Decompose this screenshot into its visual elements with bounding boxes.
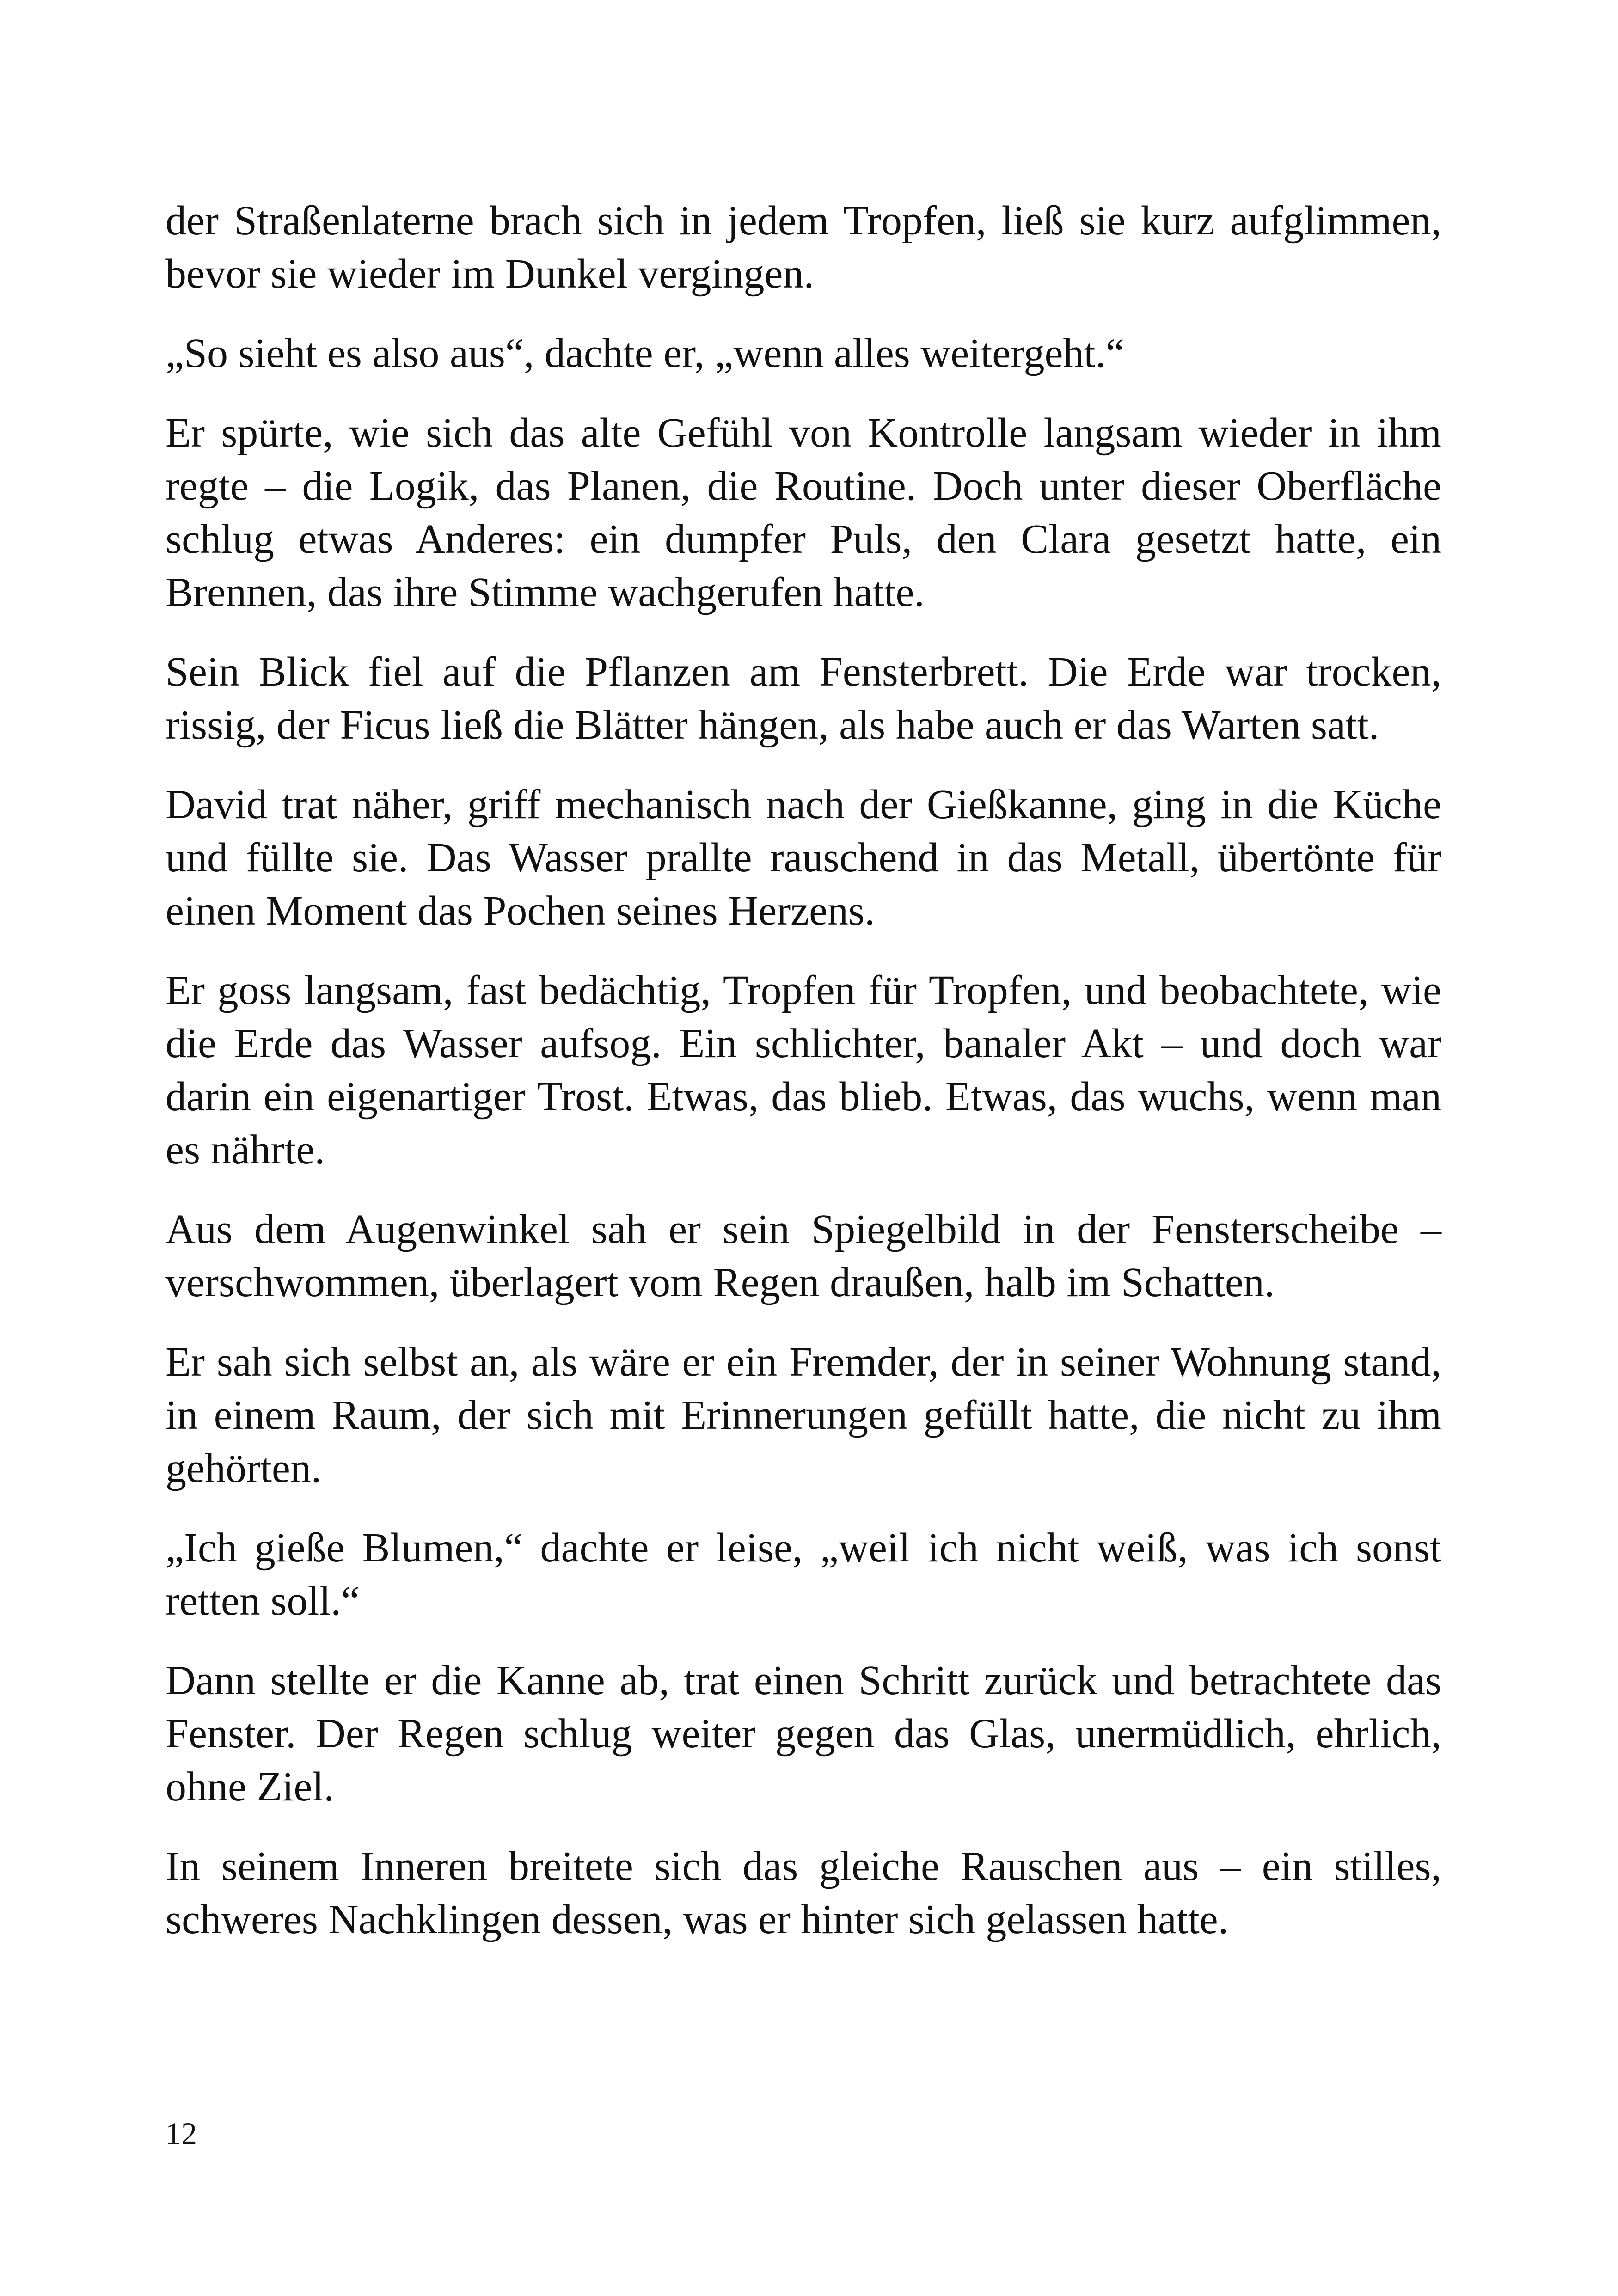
paragraph: Sein Blick fiel auf die Pflanzen am Fensterbrett. Die Erde war trocken, rissig, der Ficus ließ die Blätter hängen, als habe auch er das Warten satt. [165, 649, 1441, 748]
paragraph: Aus dem Augenwinkel sah er sein Spiegelbild in der Fensterscheibe – verschwommen, überlagert vom Regen draußen, halb im Schatten. [165, 1206, 1441, 1305]
paragraph: In seinem Inneren breitete sich das gleiche Rauschen aus – ein stilles, schweres Nachklingen dessen, was er hinter sich gelassen hatte. [165, 1843, 1441, 1942]
paragraph: Er goss langsam, fast bedächtig, Tropfen für Tropfen, und beobachtete, wie die Erde das Wasser aufsog. Ein schlichter, banaler Akt – und doch war darin ein eigenartiger Trost. Etwas, das blieb. Etwas, das wuchs, wenn man es nährte. [165, 967, 1441, 1173]
paragraph: Dann stellte er die Kanne ab, trat einen Schritt zurück und betrachtete das Fenster. Der Regen schlug weiter gegen das Glas, unermüdlich, ehrlich, ohne Ziel. [165, 1658, 1441, 1810]
paragraph: Er spürte, wie sich das alte Gefühl von Kontrolle langsam wieder in ihm regte – die Logik, das Planen, die Routine. Doch unter dieser Oberfläche schlug etwas Anderes: ein dumpfer Puls, den Clara gesetzt hatte, ein Brennen, das ihre Stimme wachgerufen hatte. [165, 410, 1441, 615]
paragraph: „Ich gieße Blumen,“ dachte er leise, „weil ich nicht weiß, was ich sonst retten soll.“ [165, 1525, 1441, 1624]
paragraph: „So sieht es also aus“, dachte er, „wenn alles weitergeht.“ [165, 331, 1124, 376]
paragraph: David trat näher, griff mechanisch nach der Gießkanne, ging in die Küche und füllte sie. Das Wasser prallte rauschend in das Metall, übertönte für einen Moment das Pochen seines Herzens. [165, 782, 1441, 934]
paragraph: der Straßenlaterne brach sich in jedem Tropfen, ließ sie kurz aufglimmen, bevor sie wieder im Dunkel vergingen. [165, 198, 1441, 297]
body-text [165, 194, 1441, 1972]
paragraph: Er sah sich selbst an, als wäre er ein Fremder, der in seiner Wohnung stand, in einem Raum, der sich mit Erinnerungen gefüllt hatte, die nicht zu ihm gehörten. [165, 1339, 1441, 1491]
page-number: 12 [165, 2116, 197, 2151]
